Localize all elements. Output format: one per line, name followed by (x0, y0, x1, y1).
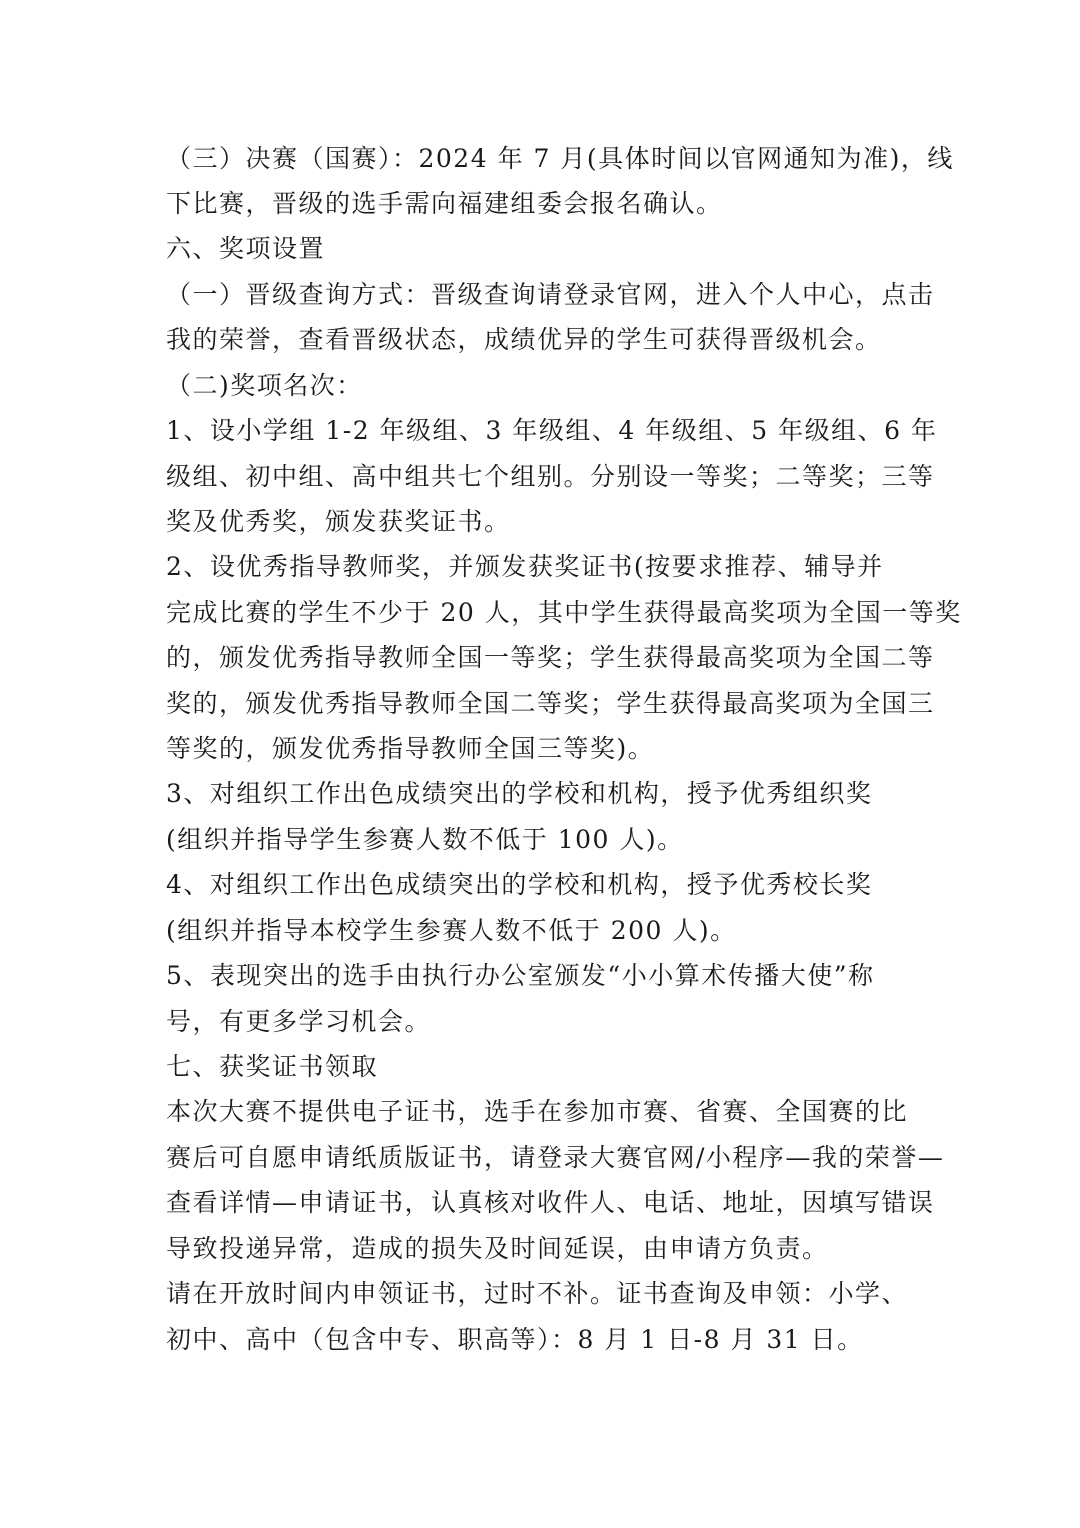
text-line: 请在开放时间内申领证书，过时不补。证书查询及申领：小学、 (166, 1279, 909, 1308)
text-line: 我的荣誉，查看晋级状态，成绩优异的学生可获得晋级机会。 (166, 325, 882, 354)
text-line: 5、表现突出的选手由执行办公室颁发“小小算术传播大使”称 (166, 961, 875, 990)
text-line: 4、对组织工作出色成绩突出的学校和机构，授予优秀校长奖 (166, 870, 873, 899)
text-line: 赛后可自愿申请纸质版证书，请登录大赛官网/小程序—我的荣誉— (166, 1143, 945, 1172)
text-line: 导致投递异常，造成的损失及时间延误，由申请方负责。 (166, 1234, 829, 1263)
text-line: 1、设小学组 1-2 年级组、3 年级组、4 年级组、5 年级组、6 年 (166, 416, 938, 445)
text-line: （三）决赛（国赛）：2024 年 7 月(具体时间以官网通知为准)，线 (166, 144, 954, 173)
text-line: 级组、初中组、高中组共七个组别。分别设一等奖；二等奖；三等 (166, 462, 935, 491)
text-line: 的，颁发优秀指导教师全国一等奖；学生获得最高奖项为全国二等 (166, 643, 935, 672)
text-line: 初中、高中（包含中专、职高等）：8 月 1 日-8 月 31 日。 (166, 1325, 864, 1354)
text-line: (组织并指导本校学生参赛人数不低于 200 人)。 (166, 916, 737, 945)
text-line: 查看详情—申请证书，认真核对收件人、电话、地址，因填写错误 (166, 1188, 935, 1217)
text-line: 奖及优秀奖，颁发获奖证书。 (166, 507, 511, 536)
text-line: 完成比赛的学生不少于 20 人，其中学生获得最高奖项为全国一等奖 (166, 598, 962, 627)
section-heading: 六、奖项设置 (166, 234, 326, 263)
text-line: 3、对组织工作出色成绩突出的学校和机构，授予优秀组织奖 (166, 779, 873, 808)
text-line: 2、设优秀指导教师奖，并颁发获奖证书(按要求推荐、辅导并 (166, 552, 884, 581)
section-heading: 七、获奖证书领取 (166, 1052, 379, 1081)
text-line: (组织并指导学生参赛人数不低于 100 人)。 (166, 825, 684, 854)
text-line: 下比赛，晋级的选手需向福建组委会报名确认。 (166, 189, 723, 218)
text-line: 等奖的，颁发优秀指导教师全国三等奖)。 (166, 734, 655, 763)
subsection-heading: （二)奖项名次： (166, 371, 363, 400)
text-line: 奖的，颁发优秀指导教师全国二等奖；学生获得最高奖项为全国三 (166, 689, 935, 718)
text-line: 号，有更多学习机会。 (166, 1007, 432, 1036)
text-line: 本次大赛不提供电子证书，选手在参加市赛、省赛、全国赛的比 (166, 1097, 909, 1126)
text-line: （一）晋级查询方式：晋级查询请登录官网，进入个人中心，点击 (166, 280, 935, 309)
